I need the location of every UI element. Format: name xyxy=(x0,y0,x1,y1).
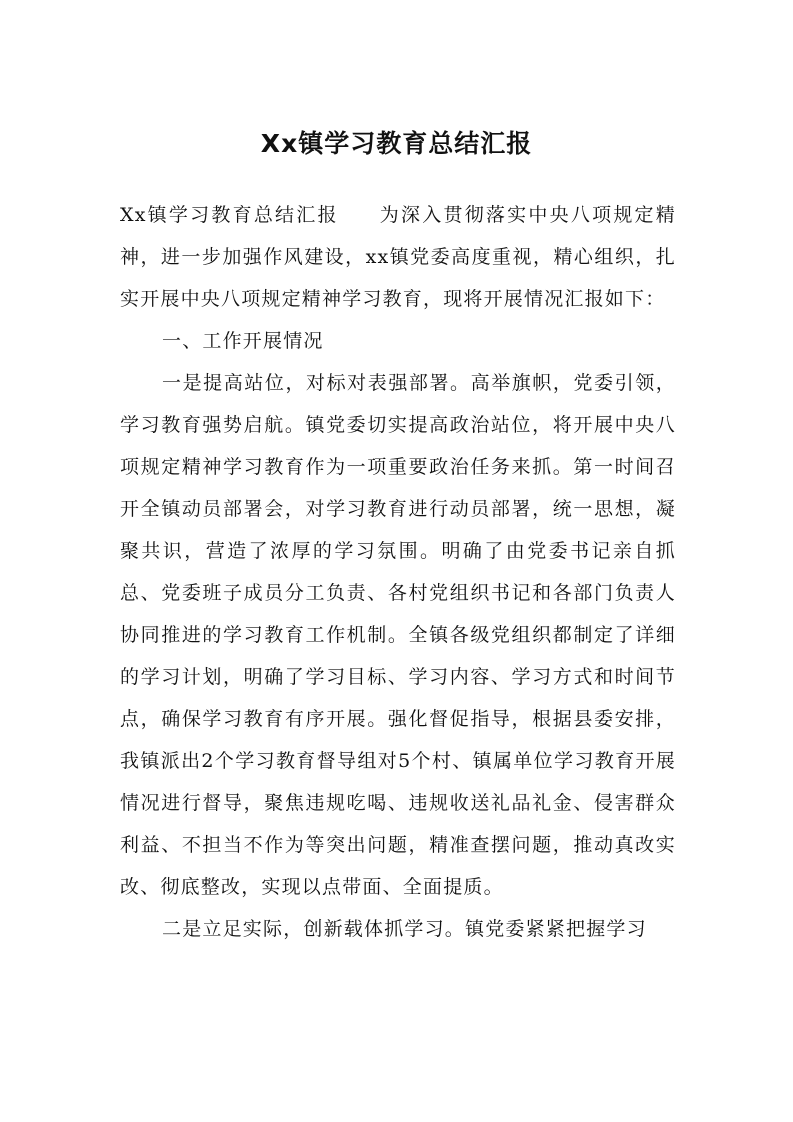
paragraph-2: 二是立足实际，创新载体抓学习。镇党委紧紧把握学习 xyxy=(162,918,647,940)
intro-lead: Xx镇学习教育总结汇报 xyxy=(120,204,339,226)
section-heading: 一、工作开展情况 xyxy=(162,330,324,352)
intro-paragraph xyxy=(120,194,676,320)
intro-text: 为深入贯彻落实中央八项规定精神，进一步加强作风建设，xx镇党委高度重视，精心组织，扎实开展中央八项规定精神学习教育，现将开展情况汇报如下： xyxy=(120,204,676,310)
paragraph-1: 一是提高站位，对标对表强部署。高举旗帜，党委引领，学习教育强势启航。镇党委切实提高政治站位，将开展中央八项规定精神学习教育作为一项重要政治任务来抓。第一时间召开全镇动员部署会，对学习教育进行动员部署，统一思想，凝聚共识，营造了浓厚的学习氛围。明确了由党委书记亲自抓总、党委班子成员分工负责、各村党组织书记和各部门负责人协同推进的学习教育工作机制。全镇各级党组织都制定了详细的学习计划，明确了学习目标、学习内容、学习方式和时间节点，确保学习教育有序开展。强化督促指导，根据县委安排，我镇派出2个学习教育督导组对5个村、镇属单位学习教育开展情况进行督导，聚焦违规吃喝、违规收送礼品礼金、侵害群众利益、不担当不作为等突出问题，精准查摆问题，推动真改实改、彻底整改，实现以点带面、全面提质。 xyxy=(120,372,676,898)
document-body xyxy=(120,194,676,950)
document-title: Xx镇学习教育总结汇报 xyxy=(260,129,533,158)
